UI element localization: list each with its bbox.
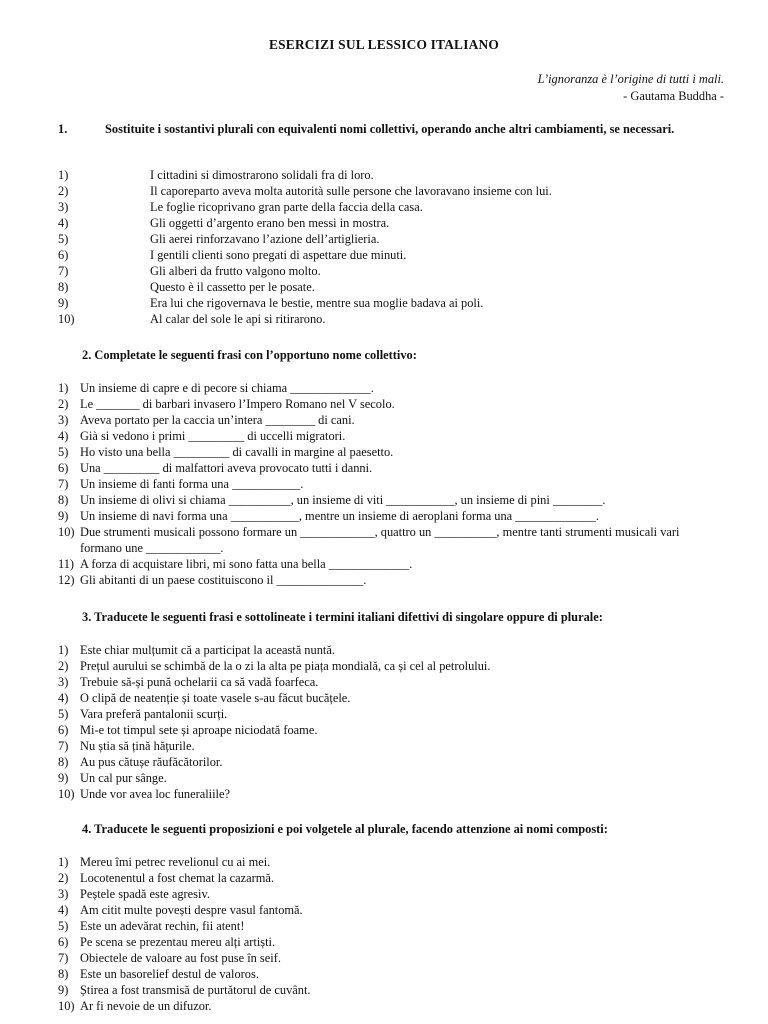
exercise-item — [58, 263, 552, 279]
exercise-item — [58, 231, 552, 247]
page-title: ESERCIZI SUL LESSICO ITALIANO — [269, 37, 499, 52]
exercise-item — [58, 754, 490, 770]
item-text: Gli alberi da frutto valgono molto. — [150, 264, 321, 278]
item-number: 7) — [58, 264, 69, 278]
item-text: Este un basorelief destul de valoros. — [80, 967, 259, 981]
item-number: 3) — [58, 413, 69, 427]
exercise-item — [58, 690, 490, 706]
item-text: Am citit multe povești despre vasul fantomă. — [80, 903, 303, 917]
exercise-item — [58, 492, 720, 508]
item-text: Peștele spadă este agresiv. — [80, 887, 210, 901]
section-4-heading: 4. Traducete le seguenti proposizioni e poi volgetele al plurale, facendo attenzione ai nomi composti: — [82, 822, 608, 836]
exercise-item — [58, 770, 490, 786]
item-number: 8) — [58, 280, 69, 294]
item-number: 9) — [58, 296, 69, 310]
item-number: 3) — [58, 887, 69, 901]
item-number: 1) — [58, 855, 69, 869]
item-text: Un insieme di fanti forma una ___________. — [80, 477, 304, 491]
section-1-number: 1. — [58, 122, 68, 136]
exercise-item — [58, 247, 552, 263]
exercise-item — [58, 870, 311, 886]
section-2-heading: 2. Completate le seguenti frasi con l’opportuno nome collettivo: — [82, 348, 417, 362]
exercise-item — [58, 476, 720, 492]
item-text: Pe scena se prezentau mereu alți artiști. — [80, 935, 276, 949]
exercise-item — [58, 199, 552, 215]
item-text: Știrea a fost transmisă de purtătorul de cuvânt. — [80, 983, 311, 997]
item-number: 4) — [58, 691, 69, 705]
item-text: Questo è il cassetto per le posate. — [150, 280, 315, 294]
exercise-item — [58, 934, 311, 950]
item-text: Ar fi nevoie de un difuzor. — [80, 999, 212, 1013]
item-text: Prețul aurului se schimbă de la o zi la alta pe piața mondială, ca și cel al petrolului. — [80, 659, 491, 673]
item-number: 2) — [58, 659, 69, 673]
item-number: 4) — [58, 216, 69, 230]
item-text: Aveva portato per la caccia un’intera ________ di cani. — [80, 413, 355, 427]
exercise-item — [58, 982, 311, 998]
section-3-list — [58, 642, 490, 802]
item-text: Un cal pur sânge. — [80, 771, 167, 785]
exercise-item — [58, 380, 720, 396]
exercise-item — [58, 295, 552, 311]
item-number: 4) — [58, 903, 69, 917]
exercise-item — [58, 311, 552, 327]
item-number: 7) — [58, 951, 69, 965]
item-text: Vara preferă pantalonii scurți. — [80, 707, 228, 721]
item-number: 1) — [58, 168, 69, 182]
item-number: 9) — [58, 983, 69, 997]
item-text: Era lui che rigovernava le bestie, mentre sua moglie badava ai poli. — [150, 296, 484, 310]
epigraph-text: L’ignoranza è l’origine di tutti i mali. — [537, 72, 724, 86]
section-3-heading: 3. Traducete le seguenti frasi e sottolineate i termini italiani difettivi di singolare oppure di plurale: — [82, 610, 603, 624]
item-text: Al calar del sole le api si ritirarono. — [150, 312, 326, 326]
item-text: Le _______ di barbari invasero l’Impero Romano nel V secolo. — [80, 397, 395, 411]
item-text: Obiectele de valoare au fost puse în seif. — [80, 951, 281, 965]
exercise-item — [58, 886, 311, 902]
item-number: 12) — [58, 573, 75, 587]
section-1-list — [58, 167, 552, 327]
exercise-item — [58, 396, 720, 412]
item-text: Mereu îmi petrec revelionul cu ai mei. — [80, 855, 271, 869]
item-text: Le foglie ricoprivano gran parte della faccia della casa. — [150, 200, 423, 214]
exercise-item — [58, 738, 490, 754]
item-text: O clipă de neatenție și toate vasele s-au făcut bucățele. — [80, 691, 351, 705]
item-number: 8) — [58, 493, 69, 507]
item-text: Trebuie să-și pună ochelarii ca să vadă foarfeca. — [80, 675, 319, 689]
exercise-item — [58, 167, 552, 183]
item-number: 9) — [58, 771, 69, 785]
item-number: 2) — [58, 871, 69, 885]
item-number: 6) — [58, 935, 69, 949]
item-text: A forza di acquistare libri, mi sono fatta una bella _____________. — [80, 557, 413, 571]
item-number: 4) — [58, 429, 69, 443]
item-number: 9) — [58, 509, 69, 523]
exercise-item — [58, 658, 490, 674]
item-text: Este chiar mulțumit că a participat la această nuntă. — [80, 643, 335, 657]
item-text: Un insieme di olivi si chiama __________, un insieme di viti ___________, un insieme di pini ________. — [80, 493, 606, 507]
item-text: Già si vedono i primi _________ di uccelli migratori. — [80, 429, 346, 443]
item-text: Nu știa să țină hățurile. — [80, 739, 195, 753]
item-text: Gli abitanti di un paese costituiscono il ______________. — [80, 573, 367, 587]
item-number: 3) — [58, 675, 69, 689]
epigraph-author: - Gautama Buddha - — [623, 89, 724, 103]
exercise-item — [58, 428, 720, 444]
item-number: 5) — [58, 232, 69, 246]
item-number: 7) — [58, 739, 69, 753]
item-number: 10) — [58, 999, 75, 1013]
item-number: 5) — [58, 707, 69, 721]
item-text: Mi-e tot timpul sete și aproape niciodată foame. — [80, 723, 318, 737]
exercise-item — [58, 854, 311, 870]
item-text: Ho visto una bella _________ di cavalli in margine al paesetto. — [80, 445, 394, 459]
exercise-item — [58, 918, 311, 934]
item-text: Este un adevărat rechin, fii atent! — [80, 919, 245, 933]
exercise-item — [58, 998, 311, 1014]
item-text: I cittadini si dimostrarono solidali fra di loro. — [150, 168, 374, 182]
exercise-item — [58, 786, 490, 802]
item-number: 10) — [58, 525, 75, 539]
section-2-list — [58, 380, 720, 588]
section-4-list — [58, 854, 311, 1014]
exercise-item — [58, 674, 490, 690]
item-text: Il caporeparto aveva molta autorità sulle persone che lavoravano insieme con lui. — [150, 184, 552, 198]
epigraph — [538, 71, 724, 105]
item-text: Au pus cătușe răufăcătorilor. — [80, 755, 223, 769]
exercise-item — [58, 215, 552, 231]
exercise-item — [58, 183, 552, 199]
item-number: 2) — [58, 397, 69, 411]
item-text: Gli oggetti d’argento erano ben messi in mostra. — [150, 216, 390, 230]
exercise-item — [58, 902, 311, 918]
item-text: Due strumenti musicali possono formare un ____________, quattro un __________, mentre tanti strumenti musicali vari formano une ____________. — [80, 525, 680, 555]
exercise-item — [58, 524, 720, 556]
exercise-item — [58, 508, 720, 524]
exercise-item — [58, 444, 720, 460]
exercise-item — [58, 950, 311, 966]
item-number: 10) — [58, 787, 75, 801]
item-number: 2) — [58, 184, 69, 198]
exercise-item — [58, 706, 490, 722]
item-number: 7) — [58, 477, 69, 491]
item-text: Una _________ di malfattori aveva provocato tutti i danni. — [80, 461, 373, 475]
exercise-item — [58, 556, 720, 572]
exercise-item — [58, 642, 490, 658]
item-number: 5) — [58, 445, 69, 459]
item-number: 1) — [58, 643, 69, 657]
item-text: I gentili clienti sono pregati di aspettare due minuti. — [150, 248, 407, 262]
item-text: Unde vor avea loc funeraliile? — [80, 787, 230, 801]
item-text: Locotenentul a fost chemat la cazarmă. — [80, 871, 275, 885]
item-text: Un insieme di capre e di pecore si chiama _____________. — [80, 381, 374, 395]
item-number: 1) — [58, 381, 69, 395]
exercise-item — [58, 572, 720, 588]
item-number: 10) — [58, 312, 75, 326]
item-number: 11) — [58, 557, 75, 571]
item-number: 6) — [58, 248, 69, 262]
item-number: 8) — [58, 967, 69, 981]
item-number: 6) — [58, 723, 69, 737]
item-number: 8) — [58, 755, 69, 769]
exercise-item — [58, 460, 720, 476]
item-text: Gli aerei rinforzavano l’azione dell’artiglieria. — [150, 232, 380, 246]
item-number: 3) — [58, 200, 69, 214]
section-1-heading — [58, 121, 722, 137]
item-number: 5) — [58, 919, 69, 933]
exercise-item — [58, 966, 311, 982]
exercise-item — [58, 412, 720, 428]
item-text: Un insieme di navi forma una ___________, mentre un insieme di aeroplani forma una _____________. — [80, 509, 599, 523]
section-1-instruction: Sostituite i sostantivi plurali con equivalenti nomi collettivi, operando anche altri cambiamenti, se necessari. — [105, 122, 675, 136]
exercise-item — [58, 279, 552, 295]
item-number: 6) — [58, 461, 69, 475]
exercise-item — [58, 722, 490, 738]
